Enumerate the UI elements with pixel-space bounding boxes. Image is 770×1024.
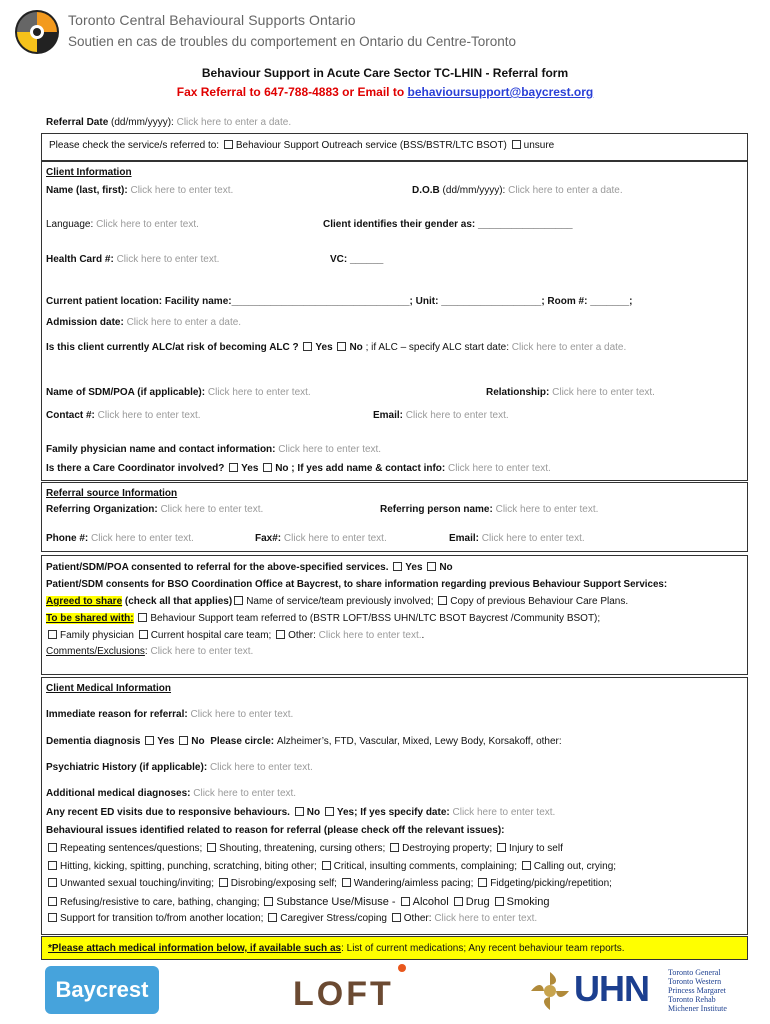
issue-disrobing-label: Disrobing/exposing self; [230, 878, 340, 889]
dementia-yes-label: Yes [157, 736, 175, 747]
unsure-checkbox[interactable] [512, 140, 521, 149]
referring-person-label: Referring person name: [380, 504, 496, 515]
ed-no-label: No [306, 807, 321, 818]
circle-label: Please circle: [210, 736, 277, 747]
issue-destroying-label: Destroying property; [402, 843, 495, 854]
services-row [49, 140, 554, 151]
uhn-sites [668, 968, 738, 1013]
alc-question: Is this client currently ALC/at risk of becoming ALC ? [46, 342, 302, 353]
additional-row [46, 788, 296, 799]
uhn-site-western: Toronto Western [668, 977, 722, 986]
referral-date-row [46, 117, 291, 128]
dementia-row [46, 736, 562, 747]
issue-caregiver-checkbox[interactable] [268, 913, 277, 922]
uhn-site-rehab: Toronto Rehab [668, 995, 716, 1004]
additional-field[interactable]: Click here to enter text. [193, 788, 297, 799]
alc-no-checkbox[interactable] [337, 342, 346, 351]
ref-email-row [449, 533, 585, 544]
issue-other-field[interactable]: Click here to enter text. [434, 913, 538, 924]
issue-disrobing-checkbox[interactable] [219, 878, 228, 887]
referral-date-label: Referral Date [46, 117, 109, 128]
language-label: Language: [46, 219, 97, 230]
issue-substance-checkbox[interactable] [264, 897, 273, 906]
issue-alcohol-checkbox[interactable] [401, 897, 410, 906]
psych-label: Psychiatric History (if applicable): [46, 762, 210, 773]
loft-dot-icon [398, 964, 406, 972]
comments-row [46, 646, 253, 657]
issue-drug-checkbox[interactable] [454, 897, 463, 906]
psych-row [46, 762, 313, 773]
reason-field[interactable]: Click here to enter text. [190, 709, 294, 720]
admission-label: Admission date: [46, 317, 127, 328]
health-card-field[interactable]: Click here to enter text. [116, 254, 220, 265]
issue-critical-label: Critical, insulting comments, complaining; [333, 861, 520, 872]
client-info-heading: Client Information [46, 167, 132, 178]
consent-no-checkbox[interactable] [427, 562, 436, 571]
bs-team-label: Behaviour Support team referred to (BSTR LOFT/BSS UHN/LTC BSOT Baycrest /Community BSOT); [150, 613, 601, 624]
phone-field[interactable]: Click here to enter text. [91, 533, 194, 544]
name-row [46, 185, 233, 196]
fax-label: Fax#: [255, 533, 284, 544]
issue-critical-checkbox[interactable] [322, 861, 331, 870]
attach-note-bold: *Please attach medical information below, if available such as [48, 943, 342, 954]
issue-smoking-checkbox[interactable] [495, 897, 504, 906]
tcbso-logo-icon [14, 9, 60, 55]
vc-field[interactable]: VC: ______ [330, 254, 384, 265]
issues-row-1 [46, 843, 563, 854]
issues-row-5 [46, 913, 537, 924]
uhn-site-michener: Michener Institute [668, 1004, 727, 1013]
issue-wandering-checkbox[interactable] [342, 878, 351, 887]
fax-field[interactable]: Click here to enter text. [283, 533, 387, 544]
issue-fidgeting-checkbox[interactable] [478, 878, 487, 887]
cc-rest-label: ; If yes add name & contact info: [288, 463, 448, 474]
referring-org-row [46, 504, 263, 515]
medical-info-heading: Client Medical Information [46, 683, 172, 694]
dementia-types[interactable]: Alzheimer’s, FTD, Vascular, Mixed, Lewy Body, Korsakoff, other: [276, 736, 562, 747]
org-name-english: Toronto Central Behavioural Supports Ontario [68, 12, 356, 28]
org-name-french: Soutien en cas de troubles du comportement en Ontario du Centre-Toronto [68, 34, 517, 49]
name-label: Name (last, first): [46, 185, 131, 196]
share-consent-text: Patient/SDM consents for BSO Coordination Office at Baycrest, to share information regarding previous Behaviour Support Services: [46, 579, 668, 590]
share-other-field[interactable]: Click here to enter text. [318, 630, 422, 641]
issue-hitting-label: Hitting, kicking, spitting, punching, scratching, biting other; [60, 861, 320, 872]
family-physician-share-label: Family physician [60, 630, 137, 641]
issue-calling-label: Calling out, crying; [533, 861, 617, 872]
services-prompt: Please check the service/s referred to: [49, 140, 222, 151]
cc-no-label: No [275, 463, 289, 474]
issue-hitting-checkbox[interactable] [48, 861, 57, 870]
share-other-label: Other: [288, 630, 319, 641]
issue-wandering-label: Wandering/aimless pacing; [353, 878, 477, 889]
cc-yes-checkbox[interactable] [229, 463, 238, 472]
agreed-share-row [46, 596, 628, 607]
hospital-team-checkbox[interactable] [139, 630, 148, 639]
referring-org-label: Referring Organization: [46, 504, 161, 515]
issues-row-3 [46, 878, 612, 889]
issue-injury-label: Injury to self [508, 843, 563, 854]
sdm-field[interactable]: Click here to enter text. [207, 387, 311, 398]
bso-outreach-label: Behaviour Support Outreach service (BSS/BSTR/LTC BSOT) [235, 140, 507, 151]
referral-source-heading: Referral source Information [46, 488, 178, 499]
family-physician-checkbox[interactable] [48, 630, 57, 639]
ed-specify-label: If yes specify date: [357, 807, 453, 818]
sdm-email-row [373, 410, 509, 421]
care-coordinator-question: Is there a Care Coordinator involved? [46, 463, 228, 474]
issue-refusing-label: Refusing/resistive to care, bathing, changing; [60, 897, 263, 908]
issue-transition-label: Support for transition to/from another location; [60, 913, 267, 924]
health-card-label: Health Card #: [46, 254, 117, 265]
alc-no-label: No [349, 342, 363, 353]
shared-with-row [46, 613, 600, 624]
contact-label: Contact #: [46, 410, 98, 421]
relationship-label: Relationship: [486, 387, 553, 398]
family-physician-label: Family physician name and contact information: [46, 444, 279, 455]
issue-sexual-label: Unwanted sexual touching/inviting; [60, 878, 217, 889]
ref-email-field[interactable]: Click here to enter text. [481, 533, 585, 544]
referral-date-format: (dd/mm/yyyy): [108, 117, 177, 128]
dob-field[interactable]: Click here to enter a date. [508, 185, 623, 196]
share-other-checkbox[interactable] [276, 630, 285, 639]
sdm-email-label: Email: [373, 410, 406, 421]
loft-logo: LOFT [293, 975, 394, 1013]
hospital-team-label: Current hospital care team; [150, 630, 275, 641]
reason-row [46, 709, 293, 720]
cc-no-checkbox[interactable] [263, 463, 272, 472]
uhn-site-general: Toronto General [668, 968, 721, 977]
issues-row-4 [46, 896, 549, 908]
dob-label: D.O.B [412, 185, 440, 196]
family-physician-row [46, 444, 381, 455]
admission-row [46, 317, 241, 328]
reason-label: Immediate reason for referral: [46, 709, 191, 720]
relationship-field[interactable]: Click here to enter text. [552, 387, 655, 398]
bs-team-checkbox[interactable] [138, 613, 147, 622]
patient-location-field[interactable]: Current patient location: Facility name:________________________________; Unit: __________________; Room #: _______; [46, 296, 633, 307]
issue-shouting-label: Shouting, threatening, cursing others; [219, 843, 389, 854]
sdm-row [46, 387, 311, 398]
psych-field[interactable]: Click here to enter text. [209, 762, 313, 773]
ed-yes-checkbox[interactable] [325, 807, 334, 816]
name-of-service-checkbox[interactable] [234, 596, 243, 605]
alc-yes-checkbox[interactable] [303, 342, 312, 351]
language-row [46, 219, 199, 230]
issue-refusing-checkbox[interactable] [48, 897, 57, 906]
dementia-label: Dementia diagnosis [46, 736, 144, 747]
consent-yes-checkbox[interactable] [393, 562, 402, 571]
dementia-no-checkbox[interactable] [179, 736, 188, 745]
issues-row-2 [46, 861, 616, 872]
relationship-row [486, 387, 655, 398]
gender-field[interactable]: Client identifies their gender as: _________________ [323, 219, 573, 230]
issue-injury-checkbox[interactable] [497, 843, 506, 852]
attach-note-rest: : List of current medications; Any recent behaviour team reports. [341, 943, 625, 954]
baycrest-logo-text: Baycrest [55, 977, 149, 1002]
cc-yes-label: Yes [241, 463, 259, 474]
referring-person-row [380, 504, 598, 515]
copy-care-plans-label: Copy of previous Behaviour Care Plans. [450, 596, 629, 607]
consent-text: Patient/SDM/POA consented to referral for the above-specified services. [46, 562, 392, 573]
issue-repeating-label: Repeating sentences/questions; [60, 843, 206, 854]
sdm-label: Name of SDM/POA (if applicable): [46, 387, 208, 398]
fax-email-line [0, 85, 770, 99]
name-of-service-label: Name of service/team previously involved; [246, 596, 437, 607]
additional-label: Additional medical diagnoses: [46, 788, 194, 799]
consent-yes-label: Yes [405, 562, 423, 573]
referring-org-field[interactable]: Click here to enter text. [160, 504, 264, 515]
language-field[interactable]: Click here to enter text. [96, 219, 199, 230]
family-physician-field[interactable]: Click here to enter text. [278, 444, 382, 455]
name-field[interactable]: Click here to enter text. [130, 185, 234, 196]
comments-colon: : [144, 646, 151, 657]
ed-yes-label: Yes; [336, 807, 358, 818]
phone-row [46, 533, 194, 544]
copy-care-plans-checkbox[interactable] [438, 596, 447, 605]
issue-shouting-checkbox[interactable] [207, 843, 216, 852]
uhn-logo: UHN [574, 968, 649, 1009]
shared-with-label: To be shared with: [46, 613, 134, 624]
dementia-yes-checkbox[interactable] [145, 736, 154, 745]
uhn-site-margaret: Princess Margaret [668, 986, 726, 995]
dob-row [412, 185, 623, 196]
consent-no-label: No [439, 562, 453, 573]
issue-fidgeting-label: Fidgeting/picking/repetition; [490, 878, 612, 889]
ed-date-field[interactable]: Click here to enter text. [452, 807, 556, 818]
ed-visits-label: Any recent ED visits due to responsive behaviours. [46, 807, 293, 818]
baycrest-logo [45, 966, 159, 1014]
fax-line-text: Fax Referral to 647-788-4883 or Email to [176, 85, 408, 99]
behavioural-issues-label: Behavioural issues identified related to reason for referral (please check off the relevant issues): [46, 825, 505, 836]
issue-sexual-checkbox[interactable] [48, 878, 57, 887]
agreed-share-label: Agreed to share [46, 596, 123, 607]
bso-outreach-checkbox[interactable] [224, 140, 233, 149]
health-card-row [46, 254, 219, 265]
issue-transition-checkbox[interactable] [48, 913, 57, 922]
issue-drug-label: Drug [465, 896, 493, 908]
issue-other-checkbox[interactable] [392, 913, 401, 922]
uhn-emblem-icon [528, 970, 572, 1012]
issue-caregiver-label: Caregiver Stress/coping [280, 913, 390, 924]
comments-field[interactable]: Click here to enter text. [150, 646, 254, 657]
ed-no-checkbox[interactable] [295, 807, 304, 816]
issue-other-label: Other: [403, 913, 435, 924]
issue-calling-checkbox[interactable] [522, 861, 531, 870]
contact-field[interactable]: Click here to enter text. [97, 410, 201, 421]
issue-alcohol-label: Alcohol [412, 896, 452, 908]
unsure-label: unsure [523, 140, 555, 151]
share-others-row: Family physician Current hospital care team; Other: Click here to enter text.. [46, 630, 424, 641]
care-coordinator-field[interactable]: Click here to enter text. [448, 463, 551, 474]
dob-format: (dd/mm/yyyy): [439, 185, 509, 196]
referring-person-field[interactable]: Click here to enter text. [495, 504, 599, 515]
care-coordinator-row [46, 463, 551, 474]
alc-date-field[interactable]: Click here to enter a date. [511, 342, 627, 353]
comments-label: Comments/Exclusions [46, 646, 145, 657]
sdm-email-field[interactable]: Click here to enter text. [405, 410, 509, 421]
admission-date-field[interactable]: Click here to enter a date. [126, 317, 242, 328]
form-title: Behaviour Support in Acute Care Sector TC-LHIN - Referral form [201, 66, 569, 80]
contact-row [46, 410, 201, 421]
fax-row [255, 533, 387, 544]
issue-destroying-checkbox[interactable] [390, 843, 399, 852]
alc-row [46, 342, 626, 353]
agreed-share-rest: (check all that applies) [122, 596, 233, 607]
alc-rest-label: ; if ALC – specify ALC start date: [362, 342, 512, 353]
alc-yes-label: Yes [315, 342, 333, 353]
attach-note-text [48, 943, 625, 954]
email-link[interactable]: behavioursupport@baycrest.org [407, 85, 594, 99]
issue-repeating-checkbox[interactable] [48, 843, 57, 852]
consent-row [46, 562, 453, 573]
issue-substance-label: Substance Use/Misuse - [276, 896, 399, 908]
issue-smoking-label: Smoking [506, 896, 550, 908]
referral-date-field[interactable]: Click here to enter a date. [176, 117, 292, 128]
ref-email-label: Email: [449, 533, 482, 544]
dementia-no-label: No [191, 736, 205, 747]
ed-visits-row [46, 807, 555, 818]
phone-label: Phone #: [46, 533, 92, 544]
